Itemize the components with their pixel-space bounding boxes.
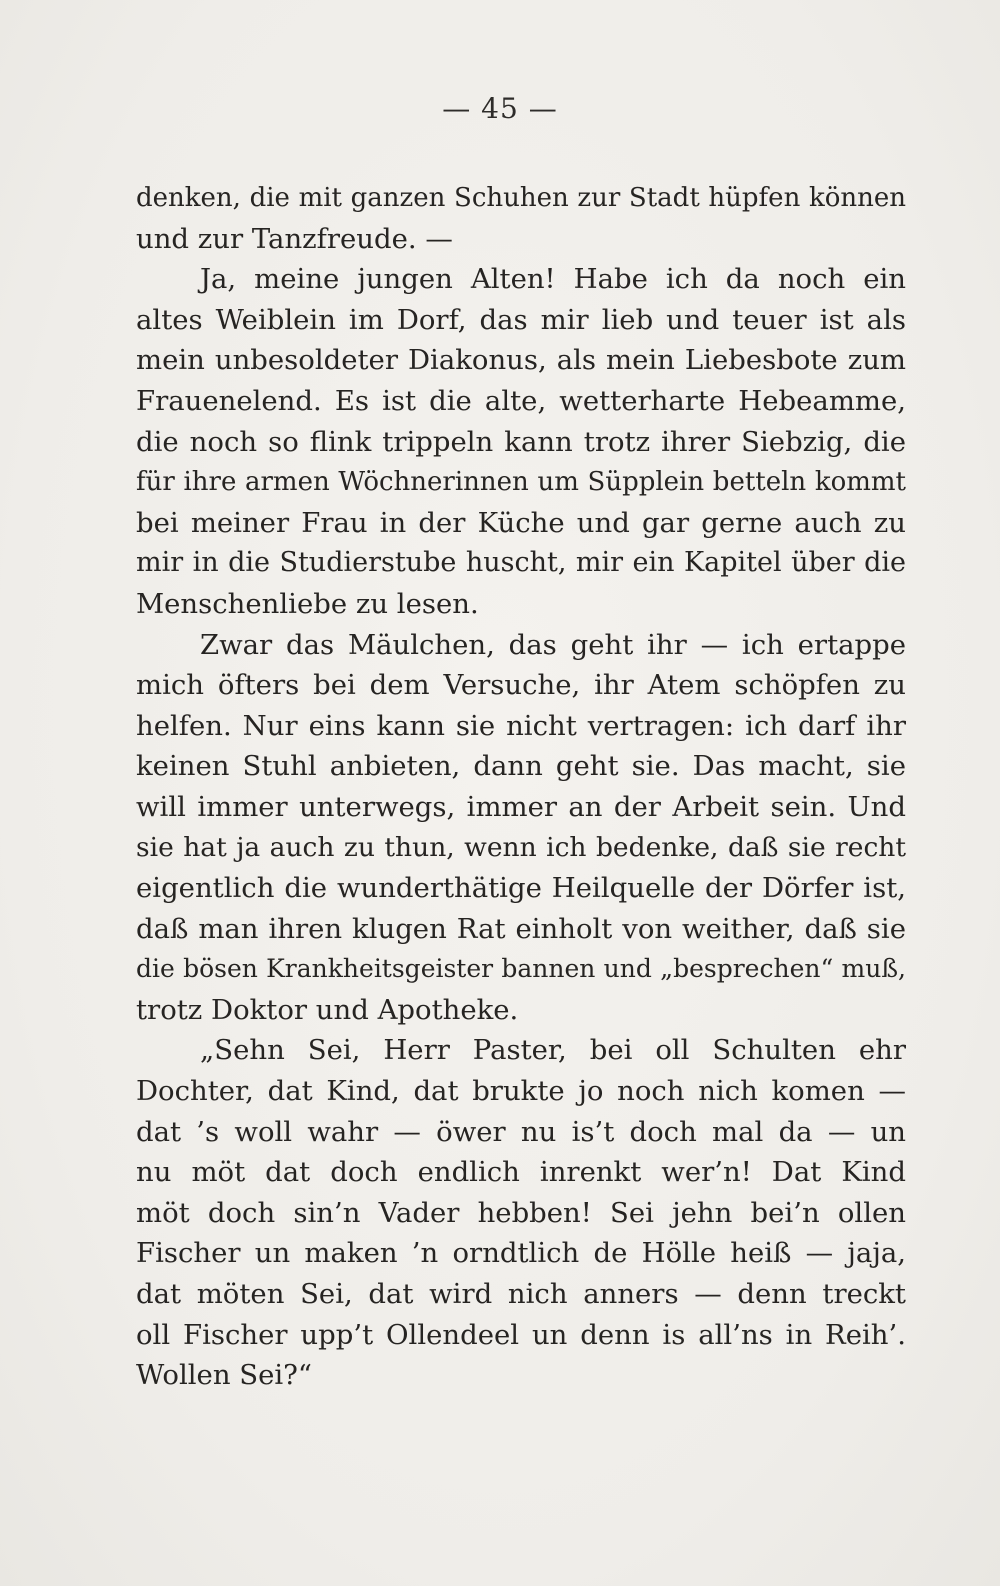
text-line: dat ’s woll wahr — öwer nu is’t doch mal da — un [136,1115,906,1148]
text-line: die bösen Krankheitsgeister bannen und „besprechen“ muß, [136,954,906,984]
text-line: für ihre armen Wöchnerinnen um Süpplein betteln kommt [136,467,906,498]
text-line: nu möt dat doch endlich inrenkt wer’n! Dat Kind [136,1156,906,1189]
text-line: Dochter, dat Kind, dat brukte jo noch nich komen — [136,1075,906,1108]
text-line: „Sehn Sei, Herr Paster, bei oll Schulten ehr [200,1034,906,1067]
text-line: Zwar das Mäulchen, das geht ihr — ich ertappe [200,628,906,661]
text-line: denken, die mit ganzen Schuhen zur Stadt hüpfen können [136,183,906,213]
page-number: — 45 — [442,92,558,125]
text-line: die noch so flink trippeln kann trotz ihrer Siebzig, die [136,425,906,458]
text-line: möt doch sin’n Vader hebben! Sei jehn bei’n ollen [136,1196,906,1229]
text-line: Menschenliebe zu lesen. [136,587,479,620]
text-line: Frauenelend. Es ist die alte, wetterharte Hebeamme, [136,384,906,417]
text-line: Ja, meine jungen Alten! Habe ich da noch ein [200,263,906,296]
text-line: keinen Stuhl anbieten, dann geht sie. Das macht, sie [136,750,906,783]
text-line: mich öfters bei dem Versuche, ihr Atem schöpfen zu [136,669,906,702]
text-line: Wollen Sei?“ [136,1359,312,1392]
text-line: mir in die Studierstube huscht, mir ein Kapitel über die [136,547,906,579]
text-line: dat möten Sei, dat wird nich anners — denn treckt [136,1278,906,1311]
text-line: daß man ihren klugen Rat einholt von weither, daß sie [136,912,906,945]
text-line: trotz Doktor und Apotheke. [136,993,519,1026]
text-line: eigentlich die wunderthätige Heilquelle der Dörfer ist, [136,872,906,905]
text-line: mein unbesoldeter Diakonus, als mein Liebesbote zum [136,344,906,377]
text-line: will immer unterwegs, immer an der Arbeit sein. Und [136,790,906,823]
text-line: altes Weiblein im Dorf, das mir lieb und teuer ist als [136,303,906,336]
text-line: Fischer un maken ’n orndtlich de Hölle heiß — jaja, [136,1237,906,1270]
text-line: bei meiner Frau in der Küche und gar gerne auch zu [136,506,906,539]
body-text [136,178,906,1396]
text-line: oll Fischer upp’t Ollendeel un denn is all’ns in Reih’. [136,1318,906,1351]
text-line: sie hat ja auch zu thun, wenn ich bedenke, daß sie recht [136,831,906,863]
text-line: und zur Tanzfreude. — [136,222,453,255]
text-line: helfen. Nur eins kann sie nicht vertragen: ich darf ihr [136,709,906,742]
